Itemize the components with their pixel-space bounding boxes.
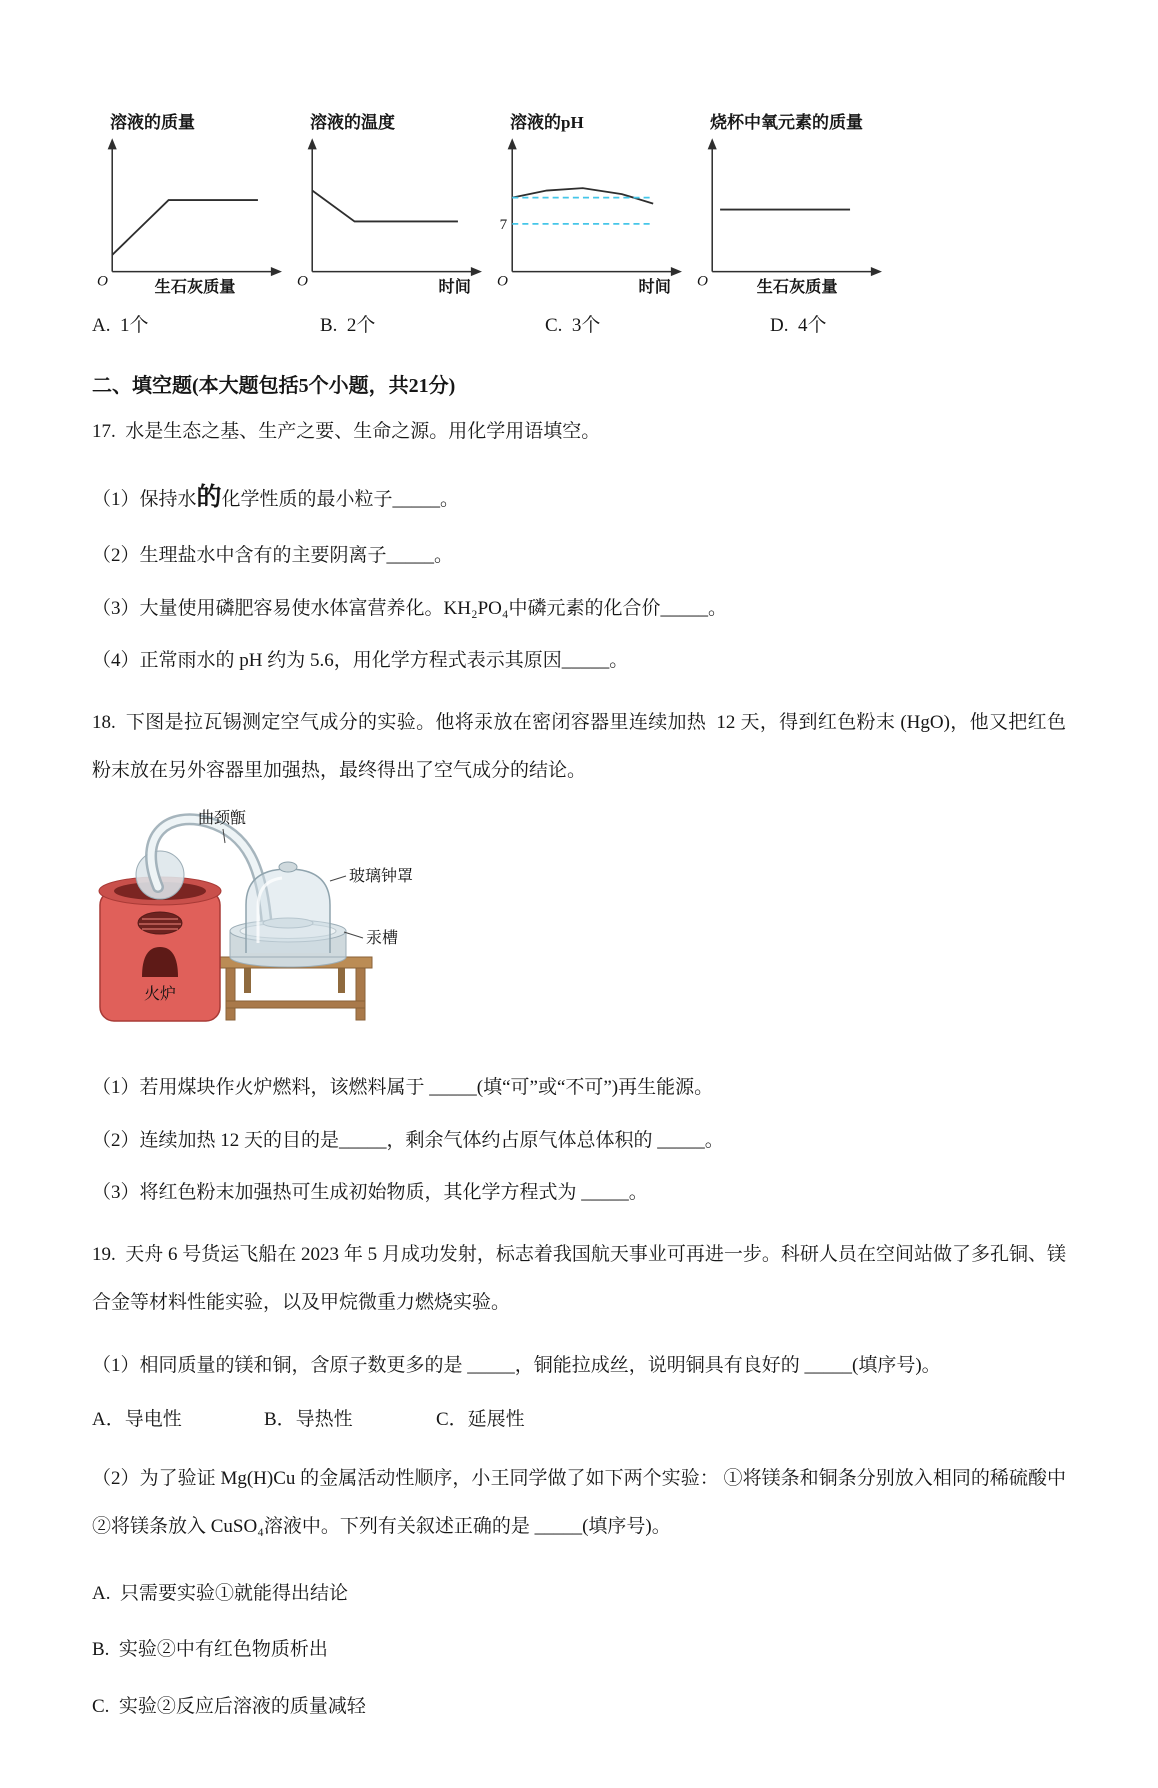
x-axis-label: 时间	[638, 278, 671, 296]
sub-choice-a: A．导电性	[92, 1409, 182, 1430]
section-title: 二、填空题(本大题包括5个小题，共21分)	[92, 375, 456, 397]
sub-choice-b: B．导热性	[264, 1409, 353, 1430]
bell-jar	[246, 862, 330, 953]
furnace-label: 火炉	[143, 986, 177, 1004]
question16-choices	[92, 310, 1066, 337]
lavoisier-apparatus-figure	[92, 805, 1066, 1050]
q18-item-1: （1）若用煤块作火炉燃料，该燃料属于 _____(填“可”或“不可”)再生能源。	[92, 1077, 714, 1099]
q17-item-1-prefix: （1）保持水	[92, 489, 197, 511]
q19-option-c: C. 实验②反应后溶液的质量减轻	[92, 1695, 366, 1717]
origin-label: O	[297, 272, 308, 290]
series-group	[312, 191, 458, 222]
mercury-trough-label: 汞槽	[366, 930, 399, 948]
series-group	[500, 188, 654, 233]
q19-stem: 19. 天舟 6 号货运飞船在 2023 年 5 月成功发射，标志着我国航天事业可再进一步。科研人员在空间站做了多孔铜、镁合金等材料性能实验，以及甲烷微重力燃烧实验。	[92, 1243, 1066, 1314]
q19-item-1: （1）相同质量的镁和铜，含原子数更多的是 _____，铜能拉成丝，说明铜具有良好的 _____(填序号)。	[92, 1354, 941, 1376]
charts-row	[92, 112, 1066, 296]
q17-item-4: （4）正常雨水的 pH 约为 5.6，用化学方程式表示其原因_____。	[92, 650, 629, 672]
y-axis-label: 溶液的pH	[510, 113, 584, 132]
x-axis-label: 生石灰质量	[154, 278, 236, 296]
retort-label: 曲颈甑	[197, 810, 247, 828]
plot-area	[692, 134, 884, 296]
q19-option-a: A. 只需要实验①就能得出结论	[92, 1582, 348, 1604]
origin-label: O	[697, 272, 708, 290]
y-axis-label: 溶液的质量	[110, 113, 195, 132]
plot-area	[492, 134, 684, 296]
x-axis-label: 时间	[438, 278, 471, 296]
q18-item-2: （2）连续加热 12 天的目的是_____，剩余气体约占原气体总体积的 _____。	[92, 1129, 724, 1151]
apparatus-drawing	[92, 805, 472, 1045]
svg-text:7: 7	[499, 215, 508, 233]
chart-solution-mass	[92, 112, 284, 296]
q19-option-b: B. 实验②中有红色物质析出	[92, 1639, 328, 1661]
chart-solution-temperature	[292, 112, 484, 296]
q17-item-2: （2）生理盐水中含有的主要阴离子_____。	[92, 545, 454, 567]
q17-item-3: （3）大量使用磷肥容易使水体富营养化。KH₂PO₄中磷元素的化合价_____。	[92, 597, 727, 619]
q17-stem: 17. 水是生态之基、生产之要、生命之源。用化学用语填空。	[92, 421, 601, 442]
series-group	[112, 200, 258, 255]
bell-jar-label: 玻璃钟罩	[349, 868, 414, 886]
q17-item-1-suffix: 化学性质的最小粒子_____。	[221, 489, 460, 511]
emphasized-de: 的	[196, 484, 222, 512]
choice-d: D. 4个	[770, 315, 827, 336]
q19-item-2: （2）为了验证 Mg(H)Cu 的金属活动性顺序，小王同学做了如下两个实验： ①将镁条和铜条分别放入相同的稀硫酸中②将镁条放入 CuSO₄溶液中。下列有关叙述正确的是 _____(填序号)。	[92, 1468, 1066, 1538]
chart-solution-ph	[492, 112, 684, 296]
q18-item-3: （3）将红色粉末加强热可生成初始物质，其化学方程式为 _____。	[92, 1182, 648, 1204]
q17-item-1	[92, 479, 1066, 518]
choice-b: B. 2个	[320, 315, 376, 336]
q19-sub-choices	[92, 1404, 1066, 1431]
origin-label: O	[97, 272, 108, 290]
chart-oxygen-mass	[692, 112, 884, 296]
y-axis-label: 溶液的温度	[310, 113, 395, 132]
q19-statement-options	[92, 1579, 1066, 1721]
y-axis-label: 烧杯中氧元素的质量	[710, 113, 863, 132]
sub-choice-c: C．延展性	[436, 1409, 525, 1430]
x-axis-label: 生石灰质量	[756, 278, 838, 296]
plot-area	[292, 134, 484, 296]
choice-a: A. 1个	[92, 315, 149, 336]
plot-area	[92, 134, 284, 296]
origin-label: O	[497, 272, 508, 290]
q18-stem: 18. 下图是拉瓦锡测定空气成分的实验。他将汞放在密闭容器里连续加热 12 天，得到红色粉末 (HgO)，他又把红色粉末放在另外容器里加强热，最终得出了空气成分的结论。	[92, 711, 1066, 781]
choice-c: C. 3个	[545, 315, 601, 336]
